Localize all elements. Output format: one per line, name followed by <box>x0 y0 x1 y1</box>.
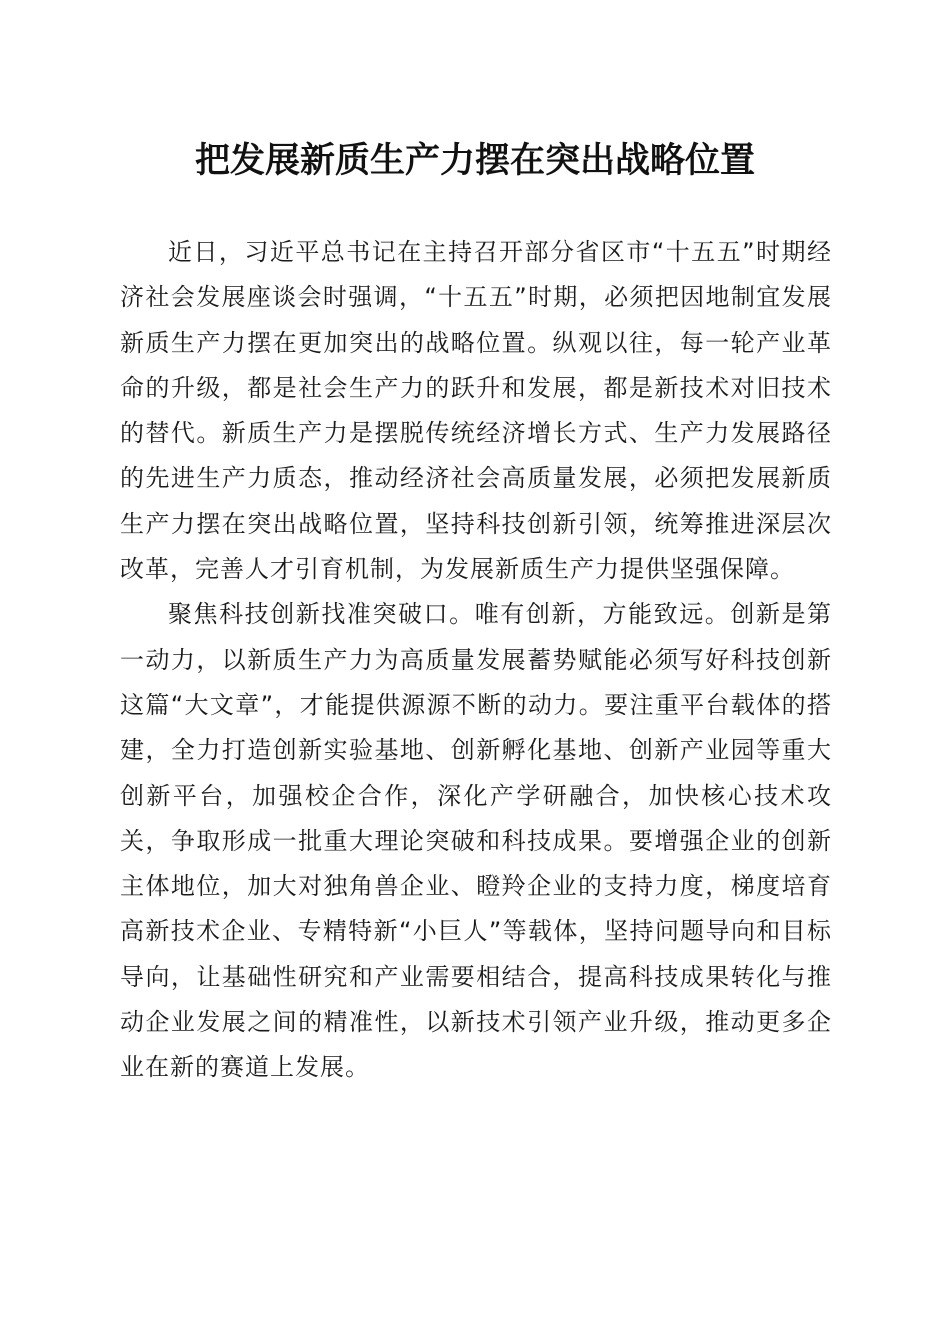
paragraph-2: 聚焦科技创新找准突破口。唯有创新，方能致远。创新是第一动力，以新质生产力为高质量发展蓄势赋能必须写好科技创新这篇“大文章”，才能提供源源不断的动力。要注重平台载体的搭建，全力打造创新实验基地、创新孵化基地、创新产业园等重大创新平台，加强校企合作，深化产学研融合，加快核心技术攻关，争取形成一批重大理论突破和科技成果。要增强企业的创新主体地位，加大对独角兽企业、瞪羚企业的支持力度，梯度培育高新技术企业、专精特新“小巨人”等载体，坚持问题导向和目标导向，让基础性研究和产业需要相结合，提高科技成果转化与推动企业发展之间的精准性，以新技术引领产业升级，推动更多企业在新的赛道上发展。 <box>120 600 832 1082</box>
document-body <box>120 230 832 1091</box>
paragraph-1: 近日，习近平总书记在主持召开部分省区市“十五五”时期经济社会发展座谈会时强调，“十五五”时期，必须把因地制宜发展新质生产力摆在更加突出的战略位置。纵观以往，每一轮产业革命的升级，都是社会生产力的跃升和发展，都是新技术对旧技术的替代。新质生产力是摆脱传统经济增长方式、生产力发展路径的先进生产力质态，推动经济社会高质量发展，必须把发展新质生产力摆在突出战略位置，坚持科技创新引领，统筹推进深层次改革，完善人才引育机制，为发展新质生产力提供坚强保障。 <box>120 238 832 584</box>
document-title: 把发展新质生产力摆在突出战略位置 <box>194 140 755 181</box>
